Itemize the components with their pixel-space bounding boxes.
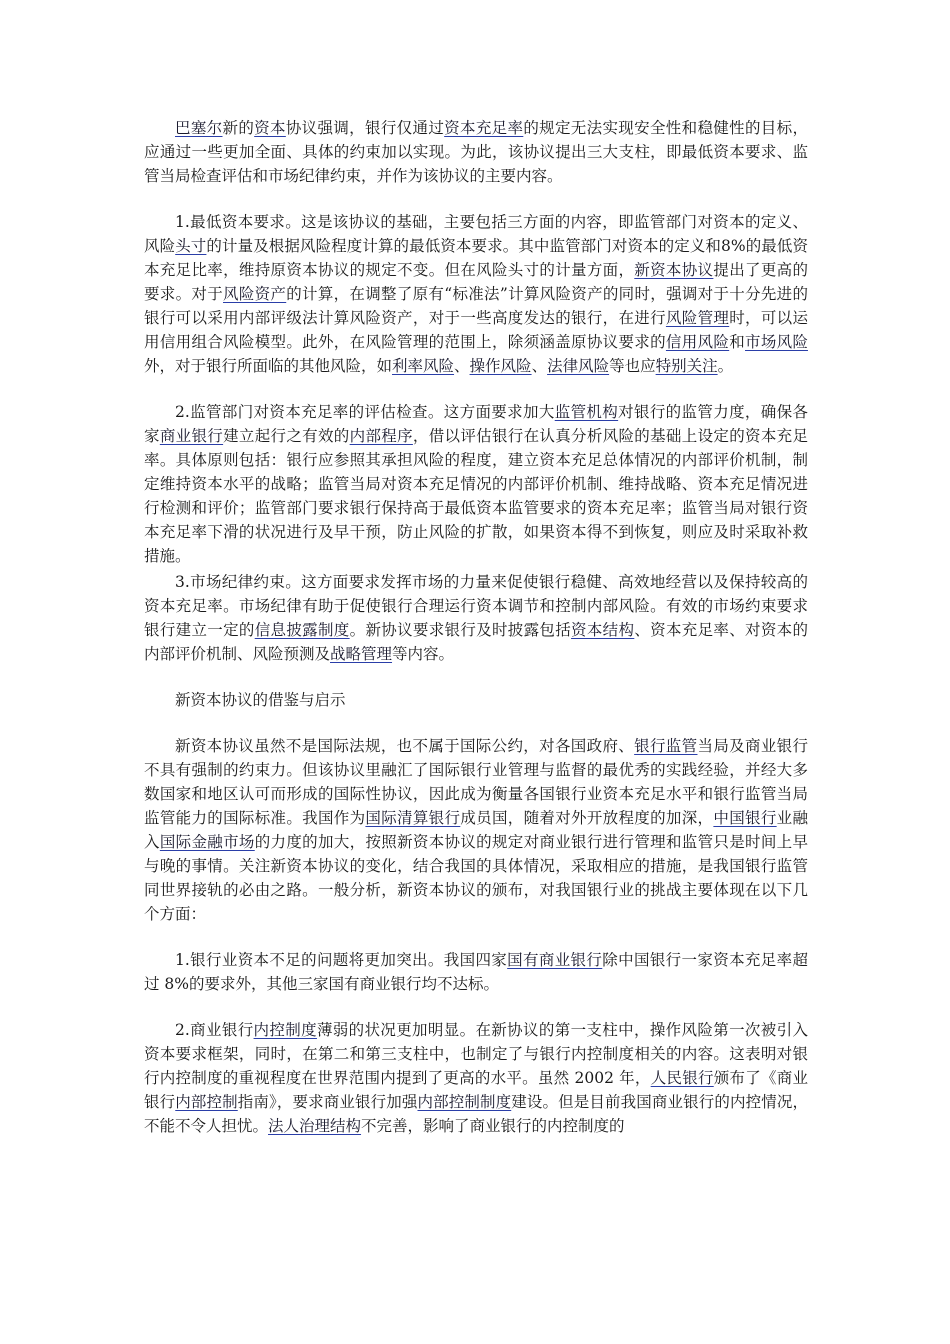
text-run: 。新协议要求银行及时披露包括 bbox=[349, 621, 572, 639]
text-run: 的计算，在调整了原有“标准法”计算风险资产的同时，强调对于十分先进的银行可以采用内部评级法计算风险资产，对于一些高度发达的银行，在进行 bbox=[144, 285, 808, 327]
hyperlink[interactable]: 风险资产 bbox=[223, 285, 287, 303]
hyperlink[interactable]: 法律风险 bbox=[547, 357, 610, 375]
text-run: 1.银行业资本不足的问题将更加突出。我国四家 bbox=[175, 951, 508, 969]
hyperlink[interactable]: 利率风险 bbox=[392, 357, 455, 375]
text-run: 2.商业银行 bbox=[175, 1021, 254, 1039]
hyperlink[interactable]: 内部控制制度 bbox=[417, 1093, 512, 1111]
hyperlink[interactable]: 资本充足率 bbox=[444, 119, 524, 137]
text-run: 和 bbox=[729, 333, 746, 351]
text-run: 、 bbox=[454, 357, 470, 375]
paragraph-pillar-2 bbox=[144, 400, 808, 568]
text-run: 新的 bbox=[222, 119, 255, 137]
hyperlink[interactable]: 内部程序 bbox=[349, 427, 413, 445]
text-run: 不完善，影响了商业银行的内控制度的 bbox=[361, 1117, 625, 1135]
hyperlink[interactable]: 内部控制 bbox=[175, 1093, 238, 1111]
text-run: 时，可以运用信用组合风险模型。此外，在风险管理的范围上，除须涵盖原协议要求的 bbox=[144, 309, 808, 351]
text-run: 建设。但是目前我国商业银行的内控情况，不能不令人担忧。 bbox=[144, 1093, 808, 1135]
hyperlink[interactable]: 银行监管 bbox=[634, 737, 698, 755]
hyperlink[interactable]: 监管机构 bbox=[554, 403, 619, 421]
hyperlink[interactable]: 特别关注 bbox=[655, 357, 718, 375]
paragraph-intro bbox=[144, 116, 808, 188]
hyperlink[interactable]: 人民银行 bbox=[650, 1069, 714, 1087]
hyperlink[interactable]: 资本结构 bbox=[571, 621, 635, 639]
hyperlink[interactable]: 战略管理 bbox=[330, 645, 393, 663]
text-run: 颁布了《商业银行 bbox=[144, 1069, 808, 1111]
hyperlink[interactable]: 内控制度 bbox=[253, 1021, 317, 1039]
text-run: 的计量及根据风险程度计算的最低资本要求。其中监管部门对资本的定义和8%的最低资本充足比率，维持原资本协议的规定不变。但在风险头寸的计量方面， bbox=[144, 237, 808, 279]
hyperlink[interactable]: 操作风险 bbox=[469, 357, 532, 375]
text-run: ，借以评估银行在认真分析风险的基础上设定的资本充足率。具体原则包括：银行应参照其承担风险的程度，建立资本充足总体情况的内部评价机制，制定维持资本水平的战略；监管当局对资本充足情况的内部评价机制、维持战略、资本充足情况进行检测和评价；监管部门要求银行保持高于最低资本监管要求的资本充足率；监管当局对银行资本充足率下滑的状况进行及早干预，防止风险的扩散，如果资本得不到恢复，则应及时采取补救措施。 bbox=[144, 427, 808, 565]
text-run: 对银行的监管力度，确保各家 bbox=[144, 403, 808, 445]
hyperlink[interactable]: 信息披露制度 bbox=[254, 621, 350, 639]
text-run: 指南》，要求商业银行加强 bbox=[237, 1093, 418, 1111]
text-run: 提出了更高的要求。对于 bbox=[144, 261, 808, 303]
hyperlink[interactable]: 市场风险 bbox=[745, 333, 808, 351]
text-run: 的力度的加大，按照新资本协议的规定对商业银行进行管理和监管只是时间上早与晚的事情。关注新资本协议的变化，结合我国的具体情况，采取相应的措施，是我国银行监管同世界接轨的必由之路。一般分析，新资本协议的颁布，对我国银行业的挑战主要体现在以下几个方面： bbox=[144, 833, 808, 923]
hyperlink[interactable]: 商业银行 bbox=[159, 427, 224, 445]
hyperlink[interactable]: 国际金融市场 bbox=[159, 833, 255, 851]
section-heading bbox=[144, 688, 808, 712]
text-run: 。 bbox=[717, 357, 734, 375]
hyperlink[interactable]: 巴塞尔 bbox=[175, 119, 223, 137]
text-run: 薄弱的状况更加明显。在新协议的第一支柱中，操作风险第一次被引入资本要求框架，同时，在第二和第三支柱中，也制定了与银行内控制度相关的内容。这表明对银行内控制度的重视程度在世界范围内提到了更高的水平。虽然 2002 年， bbox=[144, 1021, 808, 1087]
hyperlink[interactable]: 法人治理结构 bbox=[268, 1117, 362, 1135]
paragraph-pillar-1 bbox=[144, 210, 808, 378]
paragraph-lesson-intro bbox=[144, 734, 808, 926]
hyperlink[interactable]: 国际清算银行 bbox=[365, 809, 461, 827]
hyperlink[interactable]: 资本 bbox=[254, 119, 286, 137]
text-run: 2.监管部门对资本充足率的评估检查。这方面要求加大 bbox=[175, 403, 555, 421]
hyperlink[interactable]: 国有商业银行 bbox=[507, 951, 603, 969]
text-run: 3.市场纪律约束。这方面要求发挥市场的力量来促使银行稳健、高效地经营以及保持较高的资本充足率。市场纪律有助于促使银行合理运行资本调节和控制内部风险。有效的市场约束要求银行建立一定的 bbox=[144, 573, 808, 639]
hyperlink[interactable]: 头寸 bbox=[175, 237, 207, 255]
paragraph-pillar-3 bbox=[144, 570, 808, 666]
hyperlink[interactable]: 中国银行 bbox=[713, 809, 777, 827]
hyperlink[interactable]: 新资本协议 bbox=[634, 261, 714, 279]
paragraph-challenge-2 bbox=[144, 1018, 808, 1138]
document-body bbox=[144, 116, 808, 1138]
paragraph-challenge-1 bbox=[144, 948, 808, 996]
text-run: 建立起行之有效的 bbox=[223, 427, 350, 445]
text-run: 新资本协议的借鉴与启示 bbox=[175, 691, 346, 709]
text-run: 除中国银行一家资本充足率超过 8%的要求外，其他三家国有商业银行均不达标。 bbox=[144, 951, 808, 993]
text-run: 、 bbox=[531, 357, 548, 375]
text-run: 、资本充足率、对资本的内部评价机制、风险预测及 bbox=[144, 621, 808, 663]
text-run: 成员国，随着对外开放程度的加深， bbox=[460, 809, 714, 827]
text-run: 协议强调，银行仅通过 bbox=[285, 119, 445, 137]
text-run: 等也应 bbox=[609, 357, 656, 375]
hyperlink[interactable]: 风险管理 bbox=[665, 309, 730, 327]
text-run: 等内容。 bbox=[392, 645, 455, 663]
text-run: 新资本协议虽然不是国际法规，也不属于国际公约，对各国政府、 bbox=[175, 737, 635, 755]
text-run: 的规定无法实现安全性和稳健性的目标，应通过一些更加全面、具体的约束加以实现。为此，该协议提出三大支柱，即最低资本要求、监管当局检查评估和市场纪律约束，并作为该协议的主要内容。 bbox=[144, 119, 808, 185]
text-run: 1.最低资本要求。这是该协议的基础，主要包括三方面的内容，即监管部门对资本的定义、风险 bbox=[144, 213, 808, 255]
text-run: 外，对于银行所面临的其他风险，如 bbox=[144, 357, 393, 375]
text-run: 当局及商业银行不具有强制的约束力。但该协议里融汇了国际银行业管理与监督的最优秀的实践经验，并经大多数国家和地区认可而形成的国际性协议，因此成为衡量各国银行业资本充足水平和银行监管当局监管能力的国际标准。我国作为 bbox=[144, 737, 808, 827]
text-run: 业融入 bbox=[144, 809, 808, 851]
hyperlink[interactable]: 信用风险 bbox=[665, 333, 730, 351]
